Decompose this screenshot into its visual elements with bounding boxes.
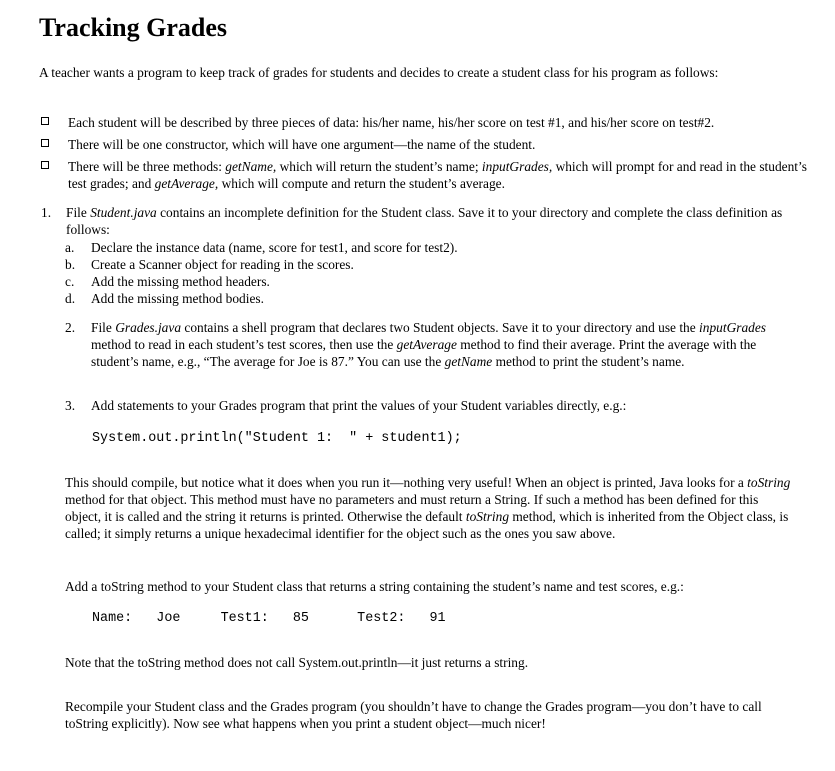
list-item: d. Add the missing method bodies. — [65, 291, 264, 306]
bullet-text: There will be three methods: getName, which will return the student’s name; inputGrades, which will prompt for and read in the student’s test grades; and getAverage, which will compute and return the student’s average. — [68, 159, 807, 191]
step2-text: File Grades.java contains a shell program that declares two Student objects. Save it to your directory and use the inputGrades method to read in each student’s test scores, then use the getAverage method to find their average. Print the average with the student’s name, e.g., “The average for Joe is 87.” You can use the getName method to print the student’s name. — [91, 320, 767, 369]
bullet-text: There will be one constructor, which will have one argument—the name of the student. — [68, 137, 536, 152]
step3-text: Add statements to your Grades program that print the values of your Student variables directly, e.g.: — [91, 398, 627, 413]
bullet-item — [39, 136, 809, 153]
step-number: 1. — [41, 205, 52, 220]
compile-paragraph: This should compile, but notice what it does when you run it—nothing very useful! When an object is printed, Java looks for a toString method for that object. This method must have no parameters and must return a String. If such a method has been defined for this object, it is called and the string it returns is printed. Otherwise the default toString method, which is inherited from the Object class, is called; it simply returns a unique hexadecimal identifier for the object such as the ones you saw above. — [65, 475, 791, 541]
method-name: getName, — [225, 159, 277, 174]
method-name: toString — [747, 475, 791, 490]
method-name: getAverage — [396, 337, 457, 352]
method-name: toString — [465, 509, 510, 524]
checkbox-bullet-icon — [41, 161, 49, 169]
method-name: getName — [444, 354, 493, 369]
bullet-item — [39, 114, 809, 131]
intro-paragraph: A teacher wants a program to keep track of grades for students and decides to create a student class for his program as follows: — [39, 65, 719, 80]
step-number: 2. — [65, 320, 76, 335]
method-name: inputGrades, — [481, 159, 553, 174]
add-tostring-paragraph: Add a toString method to your Student class that returns a string containing the student’s name and test scores, e.g.: — [65, 579, 684, 594]
bullet-text: Each student will be described by three pieces of data: his/her name, his/her score on test #1, and his/her score on test#2. — [68, 115, 715, 130]
code-sample-println: System.out.println("Student 1: " + student1); — [92, 431, 462, 446]
file-name: Student.java — [90, 205, 157, 220]
bullet-item — [39, 158, 809, 192]
list-item: c. Add the missing method headers. — [65, 274, 270, 289]
code-sample-output: Name: Joe Test1: 85 Test2: 91 — [92, 611, 446, 626]
page-title: Tracking Grades — [39, 13, 228, 42]
checkbox-bullet-icon — [41, 139, 49, 147]
file-name: Grades.java — [115, 320, 182, 335]
recompile-paragraph: Recompile your Student class and the Grades program (you shouldn’t have to change the Grades program—you don’t have to call toString explicitly). Now see what happens when you print a student object—much nicer! — [65, 699, 762, 731]
note-paragraph: Note that the toString method does not call System.out.println—it just returns a string. — [65, 655, 529, 670]
list-item: b. Create a Scanner object for reading in the scores. — [65, 257, 354, 272]
step1-text: File Student.java contains an incomplete definition for the Student class. Save it to your directory and complete the class definition as follows: — [66, 205, 783, 237]
checkbox-bullet-icon — [41, 117, 49, 125]
step-number: 3. — [65, 398, 76, 413]
method-name: inputGrades — [699, 320, 767, 335]
list-item: a. Declare the instance data (name, score for test1, and score for test2). — [65, 240, 458, 255]
bullet-list — [39, 114, 809, 197]
method-name: getAverage, — [154, 176, 219, 191]
step1-sublist — [65, 239, 805, 307]
